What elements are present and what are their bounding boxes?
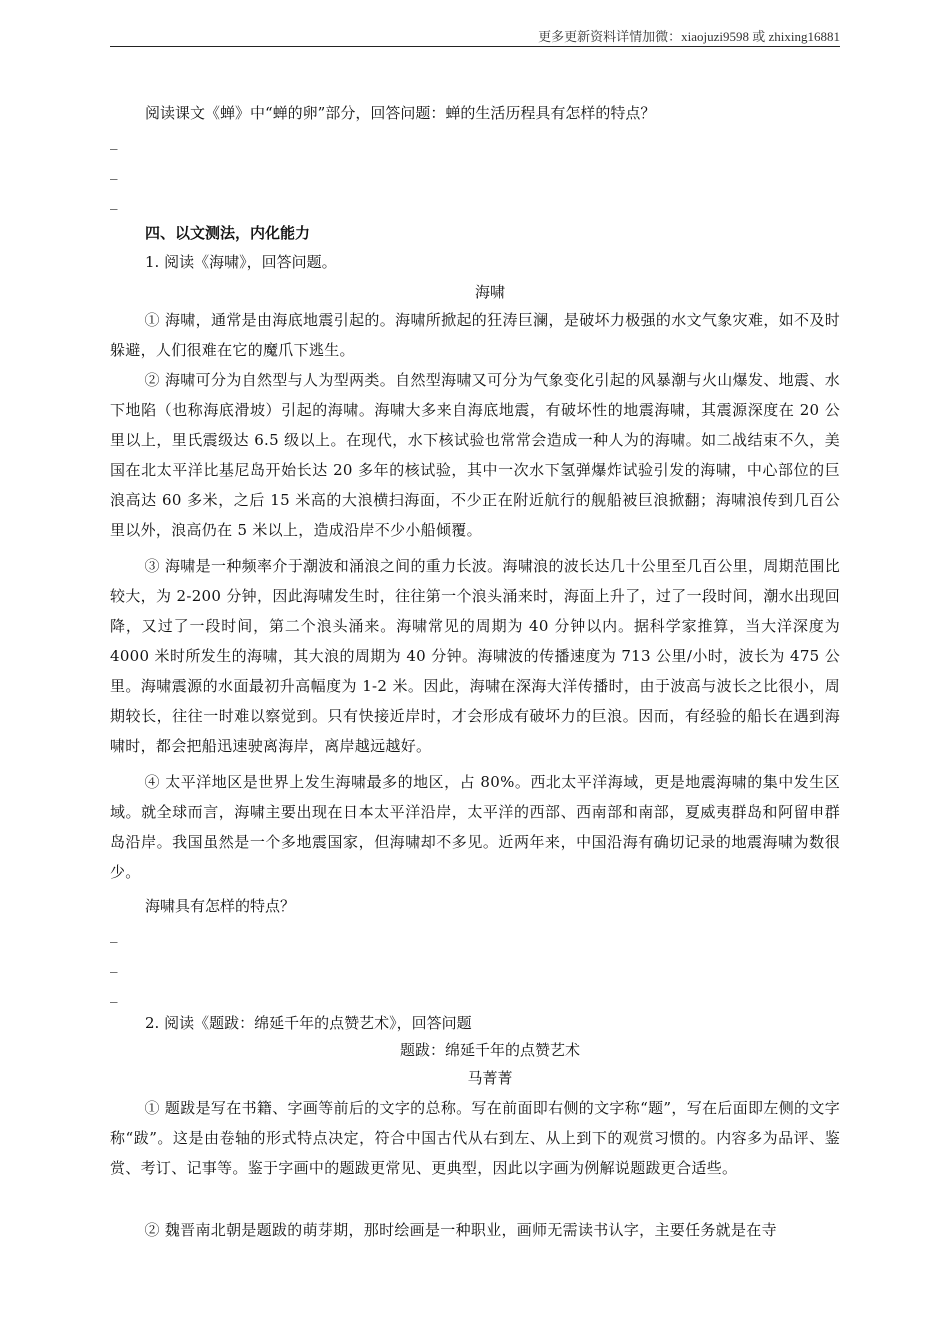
q2-prompt: 2. 阅读《题跋：绵延千年的点赞艺术》，回答问题: [145, 1014, 472, 1032]
question-intro: 阅读课文《蝉》中“蝉的卵”部分，回答问题：蝉的生活历程具有怎样的特点？: [145, 104, 656, 122]
answer-blank-3[interactable]: _: [110, 192, 118, 210]
answer-blank-5[interactable]: _: [110, 955, 118, 973]
page-header: 更多更新资料详情加微：xiaojuzi9598 或 zhixing16881: [538, 29, 840, 44]
q1-paragraph-4: ④ 太平洋地区是世界上发生海啸最多的地区，占 80%。西北太平洋海域，更是地震海啸的集中发生区域。就全球而言，海啸主要出现在日本太平洋沿岸，太平洋的西部、西南部和南部，夏威夷群岛和阿留申群岛沿岸。我国虽然是一个多地震国家，但海啸却不多见。近两年来，中国沿海有确切记录的地震海啸为数很少。: [110, 773, 840, 881]
header-divider: [110, 46, 840, 47]
q2-paragraph-2: ② 魏晋南北朝是题跋的萌芽期，那时绘画是一种职业，画师无需读书认字，主要任务就是在寺: [144, 1221, 777, 1239]
answer-blank-6[interactable]: _: [110, 985, 118, 1003]
answer-blank-2[interactable]: _: [110, 162, 118, 180]
section-title: 四、以文测法，内化能力: [145, 224, 311, 242]
q2-author: 马菁菁: [467, 1069, 513, 1087]
q2-paragraph-1: ① 题跋是写在书籍、字画等前后的文字的总称。写在前面即右侧的文字称“题”，写在后面即左侧的文字称“跋”。这是由卷轴的形式特点决定，符合中国古代从右到左、从上到下的观赏习惯的。内容多为品评、鉴赏、考订、记事等。鉴于字画中的题跋更常见、更典型，因此以字画为例解说题跋更合适些。: [110, 1099, 840, 1177]
q1-article-title: 海啸: [474, 283, 505, 301]
answer-blank-1[interactable]: _: [110, 132, 118, 150]
q1-question: 海啸具有怎样的特点？: [145, 897, 296, 915]
q1-paragraph-3: ③ 海啸是一种频率介于潮波和涌浪之间的重力长波。海啸浪的波长达几十公里至几百公里，周期范围比较大，为 2-200 分钟，因此海啸发生时，往往第一个浪头涌来时，海面上升了，过了一段时间，潮水出现回降，又过了一段时间，第二个浪头涌来。海啸常见的周期为 40 分钟以内。据科学家推算，当大洋深度为 4000 米时所发生的海啸，其大浪的周期为 40 分钟。海啸波的传播速度为 713 公里/小时，波长为 475 公里。海啸震源的水面最初升高幅度为 1-2 米。因此，海啸在深海大洋传播时，由于波高与波长之比很小，周期较长，往往一时难以察觉到。只有快接近岸时，才会形成有破坏力的巨浪。因而，有经验的船长在遇到海啸时，都会把船迅速驶离海岸，离岸越远越好。: [110, 557, 840, 755]
q1-prompt: 1. 阅读《海啸》，回答问题。: [145, 253, 337, 271]
q2-article-title: 题跋：绵延千年的点赞艺术: [399, 1041, 580, 1059]
q1-paragraph-1: ① 海啸，通常是由海底地震引起的。海啸所掀起的狂涛巨澜，是破坏力极强的水文气象灾难，如不及时躲避，人们很难在它的魔爪下逃生。: [110, 311, 840, 359]
q1-paragraph-2: ② 海啸可分为自然型与人为型两类。自然型海啸又可分为气象变化引起的风暴潮与火山爆发、地震、水下地陷（也称海底滑坡）引起的海啸。海啸大多来自海底地震，有破坏性的地震海啸，其震源深度在 20 公里以上，里氏震级达 6.5 级以上。在现代，水下核试验也常常会造成一种人为的海啸。如二战结束不久，美国在北太平洋比基尼岛开始长达 20 多年的核试验，其中一次水下氢弹爆炸试验引发的海啸，中心部位的巨浪高达 60 多米，之后 15 米高的大浪横扫海面，不少正在附近航行的舰船被巨浪掀翻；海啸浪传到几百公里以外，浪高仍在 5 米以上，造成沿岸不少小船倾覆。: [110, 371, 840, 539]
answer-blank-4[interactable]: _: [110, 925, 118, 943]
